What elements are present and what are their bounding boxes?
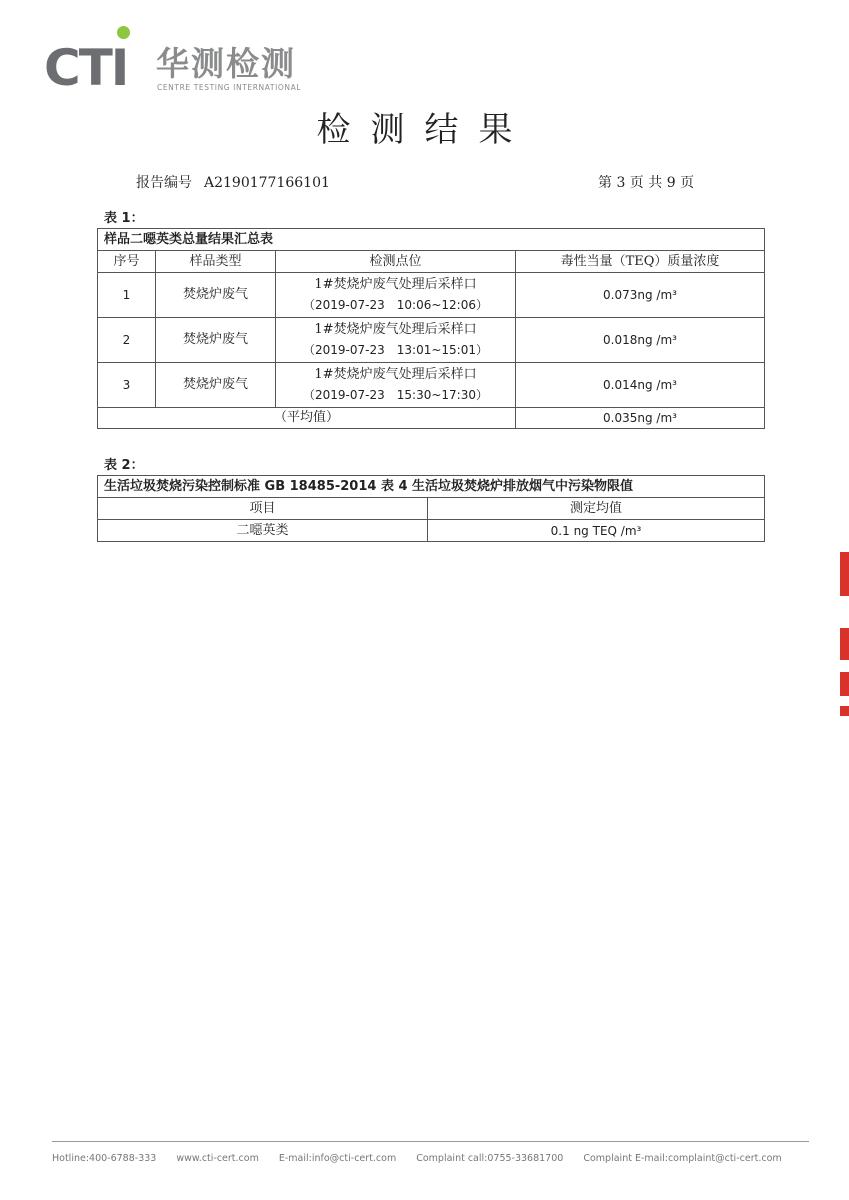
footer-email[interactable]: E-mail:info@cti-cert.com	[278, 1153, 397, 1164]
footer-hotline: Hotline:400-6788-333	[52, 1153, 157, 1164]
average-row	[98, 408, 765, 429]
report-number	[136, 172, 330, 192]
table1-header-no: 序号	[98, 251, 156, 273]
row-value: 0.014ng /m³	[516, 363, 765, 408]
seal-fragment	[840, 628, 849, 660]
point-name: 1#焚烧炉废气处理后采样口	[314, 277, 477, 292]
table1-label: 表 1：	[104, 211, 144, 226]
row-type: 焚烧炉废气	[156, 273, 276, 318]
company-name-cn: 华测检测	[156, 44, 296, 83]
seal-fragment	[840, 706, 849, 716]
seal-fragment	[840, 552, 849, 596]
table1-caption: 样品二噁英类总量结果汇总表	[98, 229, 765, 251]
sample-time: （2019-07-23 15:30~17:30）	[303, 388, 488, 402]
row-point	[276, 273, 516, 318]
table2-label: 表 2：	[104, 458, 144, 473]
standard-item: 二噁英类	[98, 520, 428, 542]
row-type: 焚烧炉废气	[156, 363, 276, 408]
report-no: A2190177166101	[204, 175, 330, 191]
logo-dot-icon	[117, 26, 130, 39]
footer-complaint-call: Complaint call:0755-33681700	[416, 1153, 564, 1164]
page-title: 检测结果	[316, 110, 533, 150]
table1-header-type: 样品类型	[156, 251, 276, 273]
page-info: 第 3 页 共 9 页	[598, 175, 695, 191]
table2-caption: 生活垃圾焚烧污染控制标准 GB 18485-2014 表 4 生活垃圾焚烧炉排放烟气中污染物限值	[98, 476, 765, 498]
seal-fragment	[840, 672, 849, 696]
standard-value: 0.1 ng TEQ /m³	[428, 520, 765, 542]
point-name: 1#焚烧炉废气处理后采样口	[314, 367, 477, 382]
footer-website[interactable]: www.cti-cert.com	[176, 1153, 259, 1164]
table2-header-value: 测定均值	[428, 498, 765, 520]
sample-time: （2019-07-23 13:01~15:01）	[303, 343, 488, 357]
row-no: 3	[98, 363, 156, 408]
sample-time: （2019-07-23 10:06~12:06）	[303, 298, 488, 312]
row-no: 2	[98, 318, 156, 363]
table2-header-item: 项目	[98, 498, 428, 520]
footer-complaint-email[interactable]: Complaint E-mail:complaint@cti-cert.com	[583, 1153, 782, 1164]
logo-text: CTI	[44, 39, 128, 97]
standard-table	[97, 475, 765, 542]
table1-header-point: 检测点位	[276, 251, 516, 273]
row-no: 1	[98, 273, 156, 318]
row-value: 0.018ng /m³	[516, 318, 765, 363]
report-label: 报告编号	[136, 175, 192, 191]
average-label: （平均值）	[98, 408, 516, 429]
footer-divider	[52, 1141, 809, 1142]
point-name: 1#焚烧炉废气处理后采样口	[314, 322, 477, 337]
row-point	[276, 363, 516, 408]
average-value: 0.035ng /m³	[516, 408, 765, 429]
table1-header-teq: 毒性当量（TEQ）质量浓度	[516, 251, 765, 273]
table-row	[98, 520, 765, 542]
row-type: 焚烧炉废气	[156, 318, 276, 363]
company-name-en: CENTRE TESTING INTERNATIONAL	[157, 83, 302, 92]
results-table	[97, 228, 765, 429]
table-row	[98, 318, 765, 363]
table-row	[98, 273, 765, 318]
row-point	[276, 318, 516, 363]
footer	[52, 1153, 812, 1164]
row-value: 0.073ng /m³	[516, 273, 765, 318]
table-row	[98, 363, 765, 408]
